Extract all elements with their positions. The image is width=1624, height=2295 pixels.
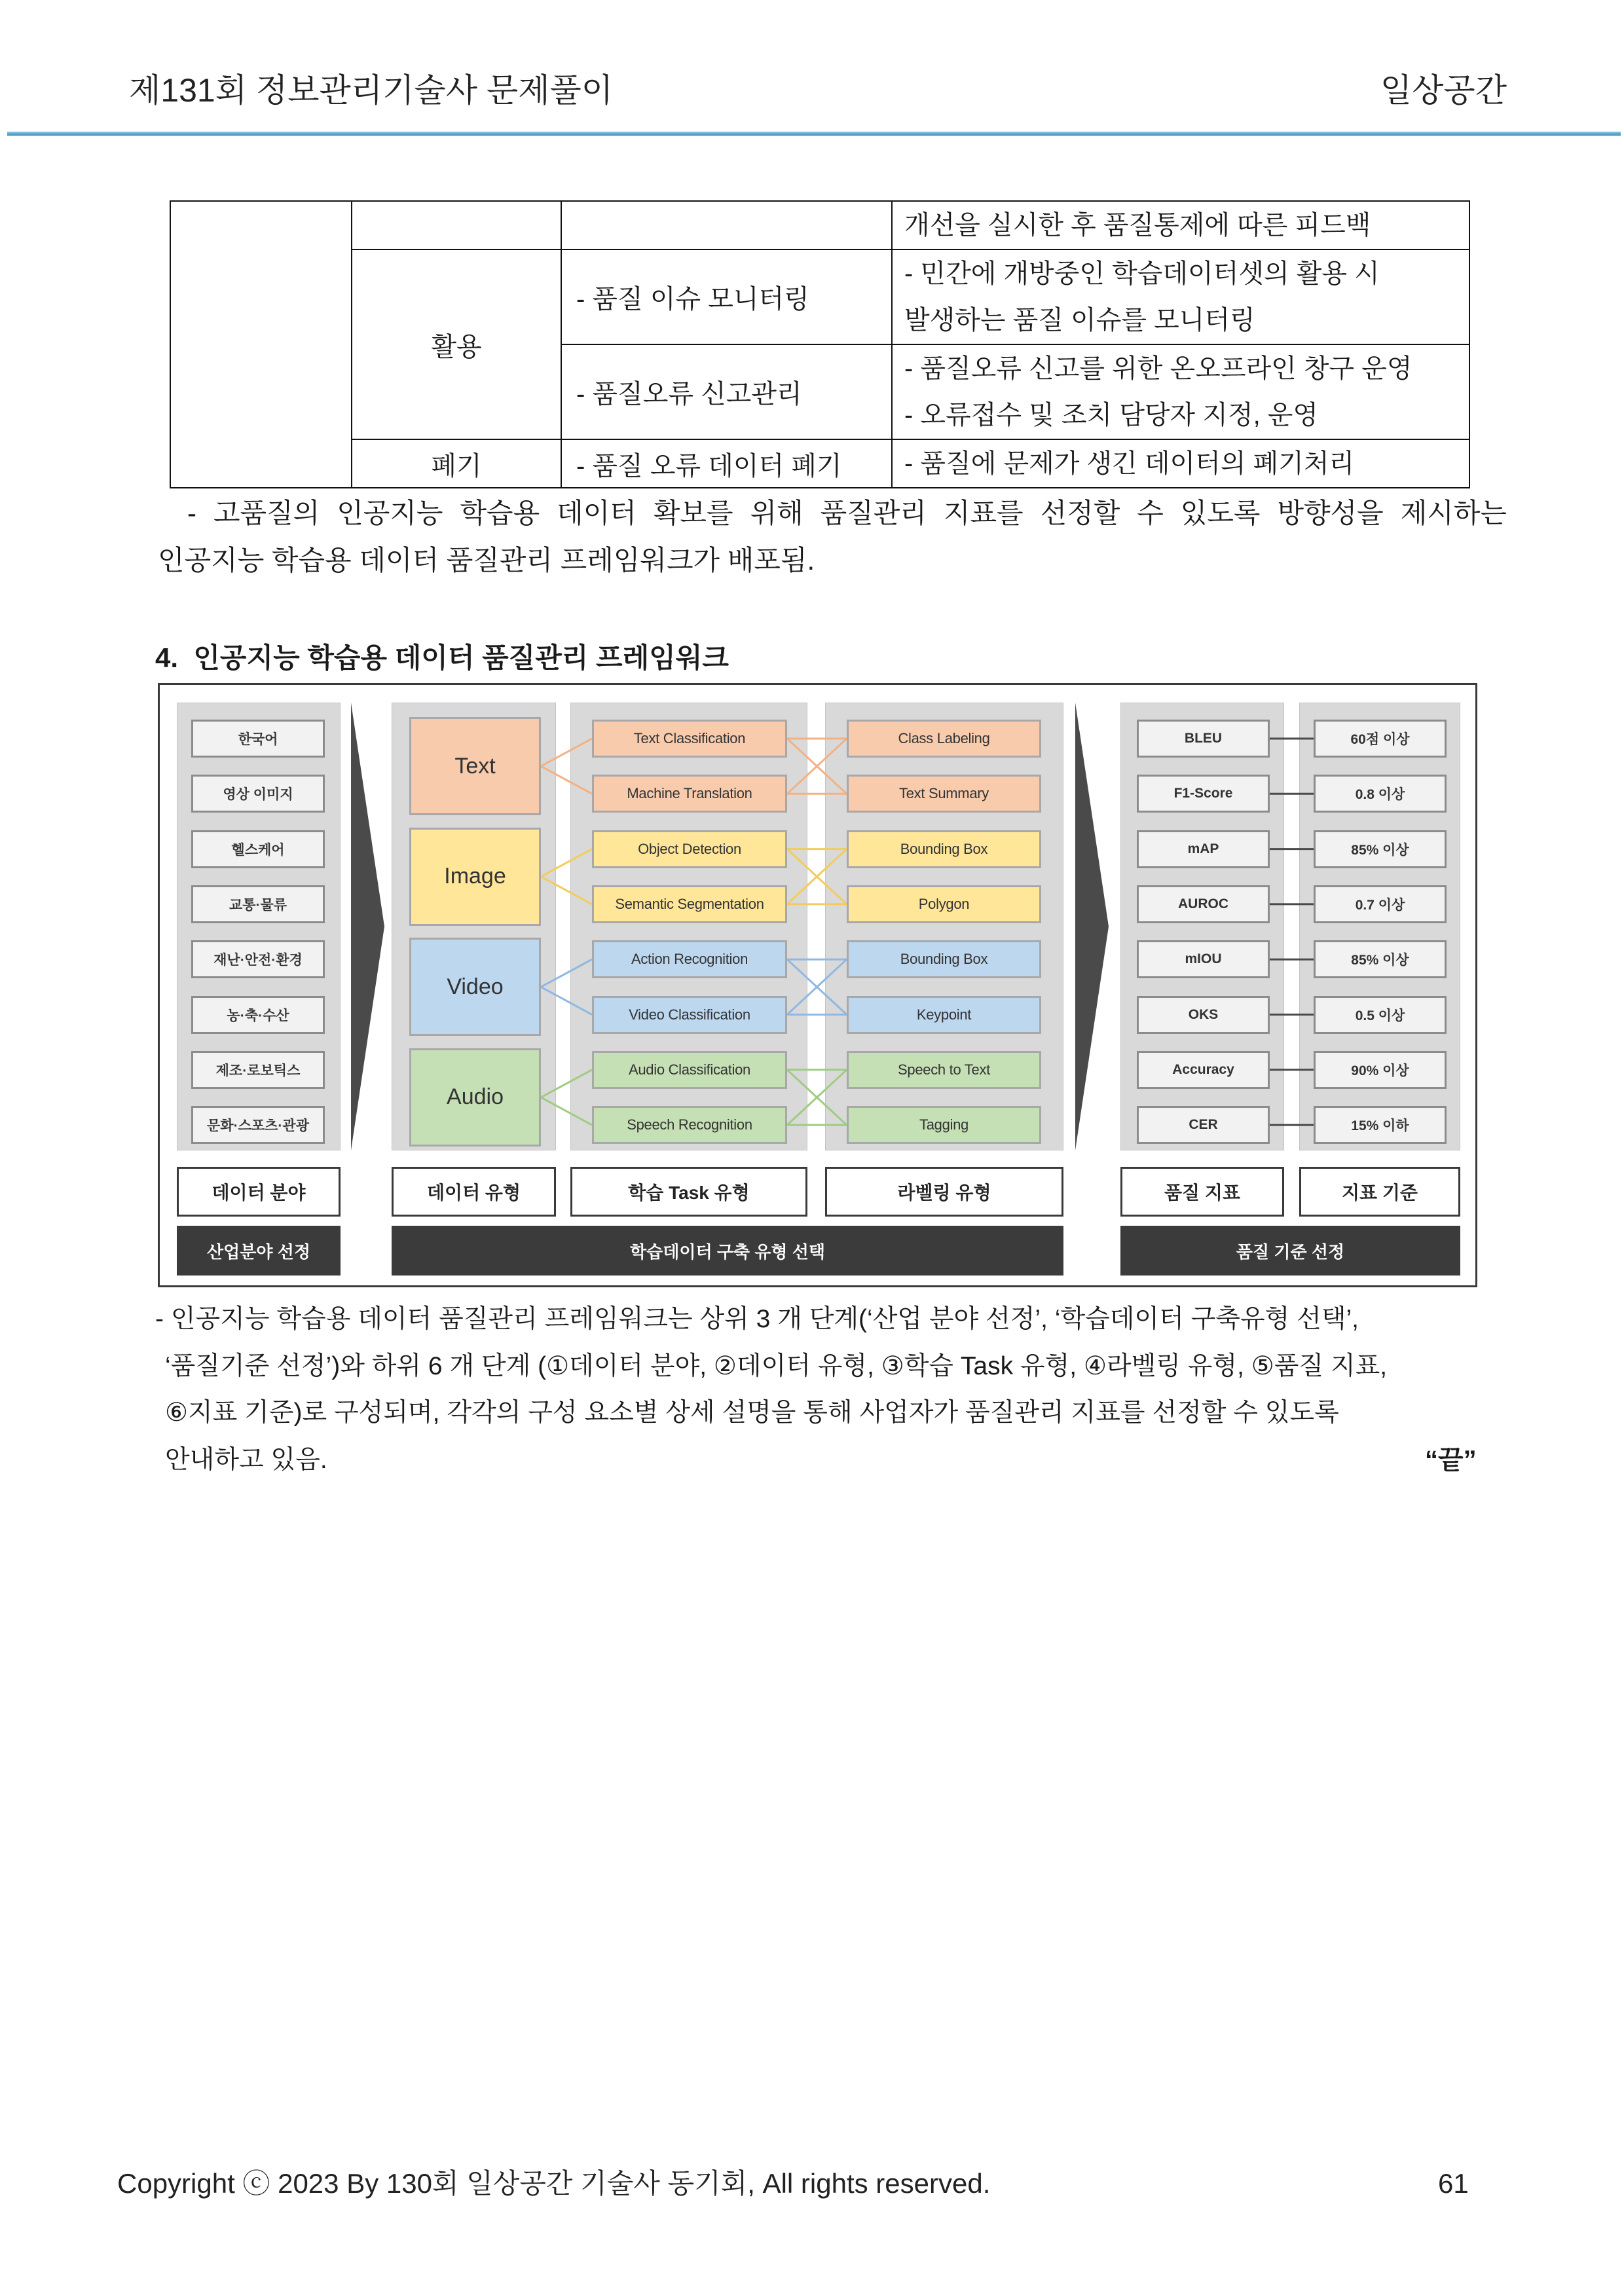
criteria-item: 60점 이상 [1314, 720, 1447, 758]
task-item: Action Recognition [592, 940, 787, 978]
labeling-item: Class Labeling [847, 720, 1041, 758]
column-label: 데이터 유형 [392, 1167, 556, 1217]
table-cell-detail: - 품질에 문제가 생긴 데이터의 폐기처리 [892, 439, 1469, 488]
summary-paragraph-line: ⑥지표 기준)로 구성되며, 각각의 구성 요소별 상세 설명을 통해 사업자가 품질관리 지표를 선정할 수 있도록 [165, 1399, 1339, 1427]
table-cell-detail [892, 344, 1469, 439]
labeling-item: Bounding Box [847, 830, 1041, 868]
labeling-item: Bounding Box [847, 940, 1041, 978]
type-task-connector [541, 739, 592, 766]
labeling-item: Speech to Text [847, 1051, 1041, 1089]
data-type-box: Video [409, 938, 541, 1036]
task-item: Audio Classification [592, 1051, 787, 1089]
column-label: 학습 Task 유형 [570, 1167, 807, 1217]
document-title: 제131회 정보관리기술사 문제풀이 [129, 72, 614, 109]
labeling-item: Keypoint [847, 996, 1041, 1034]
table-cell-stage: 폐기 [352, 439, 561, 488]
criteria-item: 15% 이하 [1314, 1106, 1447, 1144]
intro-paragraph-line: - 고품질의 인공지능 학습용 데이터 확보를 위해 품질관리 지표를 선정할 수 있도록 방향성을 제시하는 [187, 498, 1507, 528]
summary-paragraph-line: - 인공지능 학습용 데이터 품질관리 프레임워크는 상위 3 개 단계(‘산업 분야 선정’, ‘학습데이터 구축유형 선택’, [155, 1305, 1359, 1333]
metric-item: Accuracy [1137, 1051, 1270, 1089]
domain-item: 한국어 [191, 720, 325, 758]
criteria-item: 85% 이상 [1314, 940, 1447, 978]
type-task-connector [541, 987, 592, 1014]
domain-item: 제조·로보틱스 [191, 1051, 325, 1089]
metric-item: mIOU [1137, 940, 1270, 978]
table-cell-detail: 개선을 실시한 후 품질통제에 따른 피드백 [892, 201, 1469, 249]
task-item: Video Classification [592, 996, 787, 1034]
domain-item: 농·축·수산 [191, 996, 325, 1034]
footer-copyright: Copyright ⓒ 2023 By 130회 일상공간 기술사 동기회, All rights reserved. [117, 2168, 991, 2199]
labeling-item: Tagging [847, 1106, 1041, 1144]
metric-item: BLEU [1137, 720, 1270, 758]
metric-item: AUROC [1137, 885, 1270, 923]
table-cell-phase [170, 201, 352, 488]
summary-paragraph-line: ‘품질기준 선정’)와 하위 6 개 단계 (①데이터 분야, ②데이터 유형, ③학습 Task 유형, ④라벨링 유형, ⑤품질 지표, [165, 1352, 1388, 1380]
data-type-box: Audio [409, 1048, 541, 1147]
task-item: Object Detection [592, 830, 787, 868]
data-type-box: Image [409, 828, 541, 926]
flow-arrow [351, 703, 384, 1150]
task-item: Machine Translation [592, 775, 787, 813]
intro-paragraph-line: 인공지능 학습용 데이터 품질관리 프레임워크가 배포됨. [158, 545, 815, 576]
criteria-item: 0.7 이상 [1314, 885, 1447, 923]
quality-management-table [170, 200, 1470, 488]
column-label: 지표 기준 [1299, 1167, 1460, 1217]
column-label: 품질 지표 [1120, 1167, 1284, 1217]
labeling-item: Polygon [847, 885, 1041, 923]
criteria-item: 0.5 이상 [1314, 996, 1447, 1034]
type-task-connector [541, 1070, 592, 1097]
stage-bar: 품질 기준 선정 [1120, 1226, 1460, 1276]
type-task-connector [541, 766, 592, 794]
criteria-item: 0.8 이상 [1314, 775, 1447, 813]
type-task-connector [541, 959, 592, 987]
end-mark: “끝” [1425, 1446, 1477, 1475]
column-label: 데이터 분야 [177, 1167, 341, 1217]
type-task-connector [541, 877, 592, 904]
table-cell-activity [561, 201, 892, 249]
table-cell-activity: - 품질 이슈 모니터링 [561, 249, 892, 344]
page-number: 61 [1438, 2168, 1469, 2199]
table-cell-stage: 활용 [352, 249, 561, 439]
table-cell-detail [892, 249, 1469, 344]
metric-item: F1-Score [1137, 775, 1270, 813]
section-heading: 4. 인공지능 학습용 데이터 품질관리 프레임워크 [155, 642, 729, 673]
type-task-connector [541, 849, 592, 877]
detail-line: 발생하는 품질 이슈를 모니터링 [904, 305, 1255, 335]
criteria-item: 90% 이상 [1314, 1051, 1447, 1089]
table-cell-activity: - 품질오류 신고관리 [561, 344, 892, 439]
table-row [170, 201, 1469, 249]
task-item: Semantic Segmentation [592, 885, 787, 923]
detail-line: - 민간에 개방중인 학습데이터셋의 활용 시 [904, 259, 1380, 288]
criteria-item: 85% 이상 [1314, 830, 1447, 868]
task-item: Text Classification [592, 720, 787, 758]
table-row [170, 249, 1469, 344]
domain-item: 헬스케어 [191, 830, 325, 868]
column-label: 라벨링 유형 [825, 1167, 1063, 1217]
flow-arrow [1075, 703, 1109, 1150]
stage-bar: 산업분야 선정 [177, 1226, 341, 1276]
domain-item: 재난·안전·환경 [191, 940, 325, 978]
domain-item: 교통·물류 [191, 885, 325, 923]
summary-paragraph-line: 안내하고 있음. [165, 1446, 327, 1474]
detail-line: - 품질오류 신고를 위한 온오프라인 창구 운영 [904, 354, 1412, 383]
labeling-item: Text Summary [847, 775, 1041, 813]
task-item: Speech Recognition [592, 1106, 787, 1144]
domain-item: 문화·스포츠·관광 [191, 1106, 325, 1144]
detail-line: - 오류접수 및 조치 담당자 지정, 운영 [904, 400, 1319, 430]
framework-figure [158, 683, 1477, 1287]
table-cell-stage [352, 201, 561, 249]
table-cell-activity: - 품질 오류 데이터 폐기 [561, 439, 892, 488]
metric-item: mAP [1137, 830, 1270, 868]
table-row [170, 439, 1469, 488]
domain-item: 영상 이미지 [191, 775, 325, 813]
type-task-connector [541, 1097, 592, 1125]
metric-item: OKS [1137, 996, 1270, 1034]
data-type-box: Text [409, 717, 541, 815]
document-brand: 일상공간 [1380, 72, 1507, 109]
header-rule [7, 132, 1621, 136]
framework-canvas [160, 685, 1475, 1285]
metric-item: CER [1137, 1106, 1270, 1144]
stage-bar: 학습데이터 구축 유형 선택 [392, 1226, 1063, 1276]
